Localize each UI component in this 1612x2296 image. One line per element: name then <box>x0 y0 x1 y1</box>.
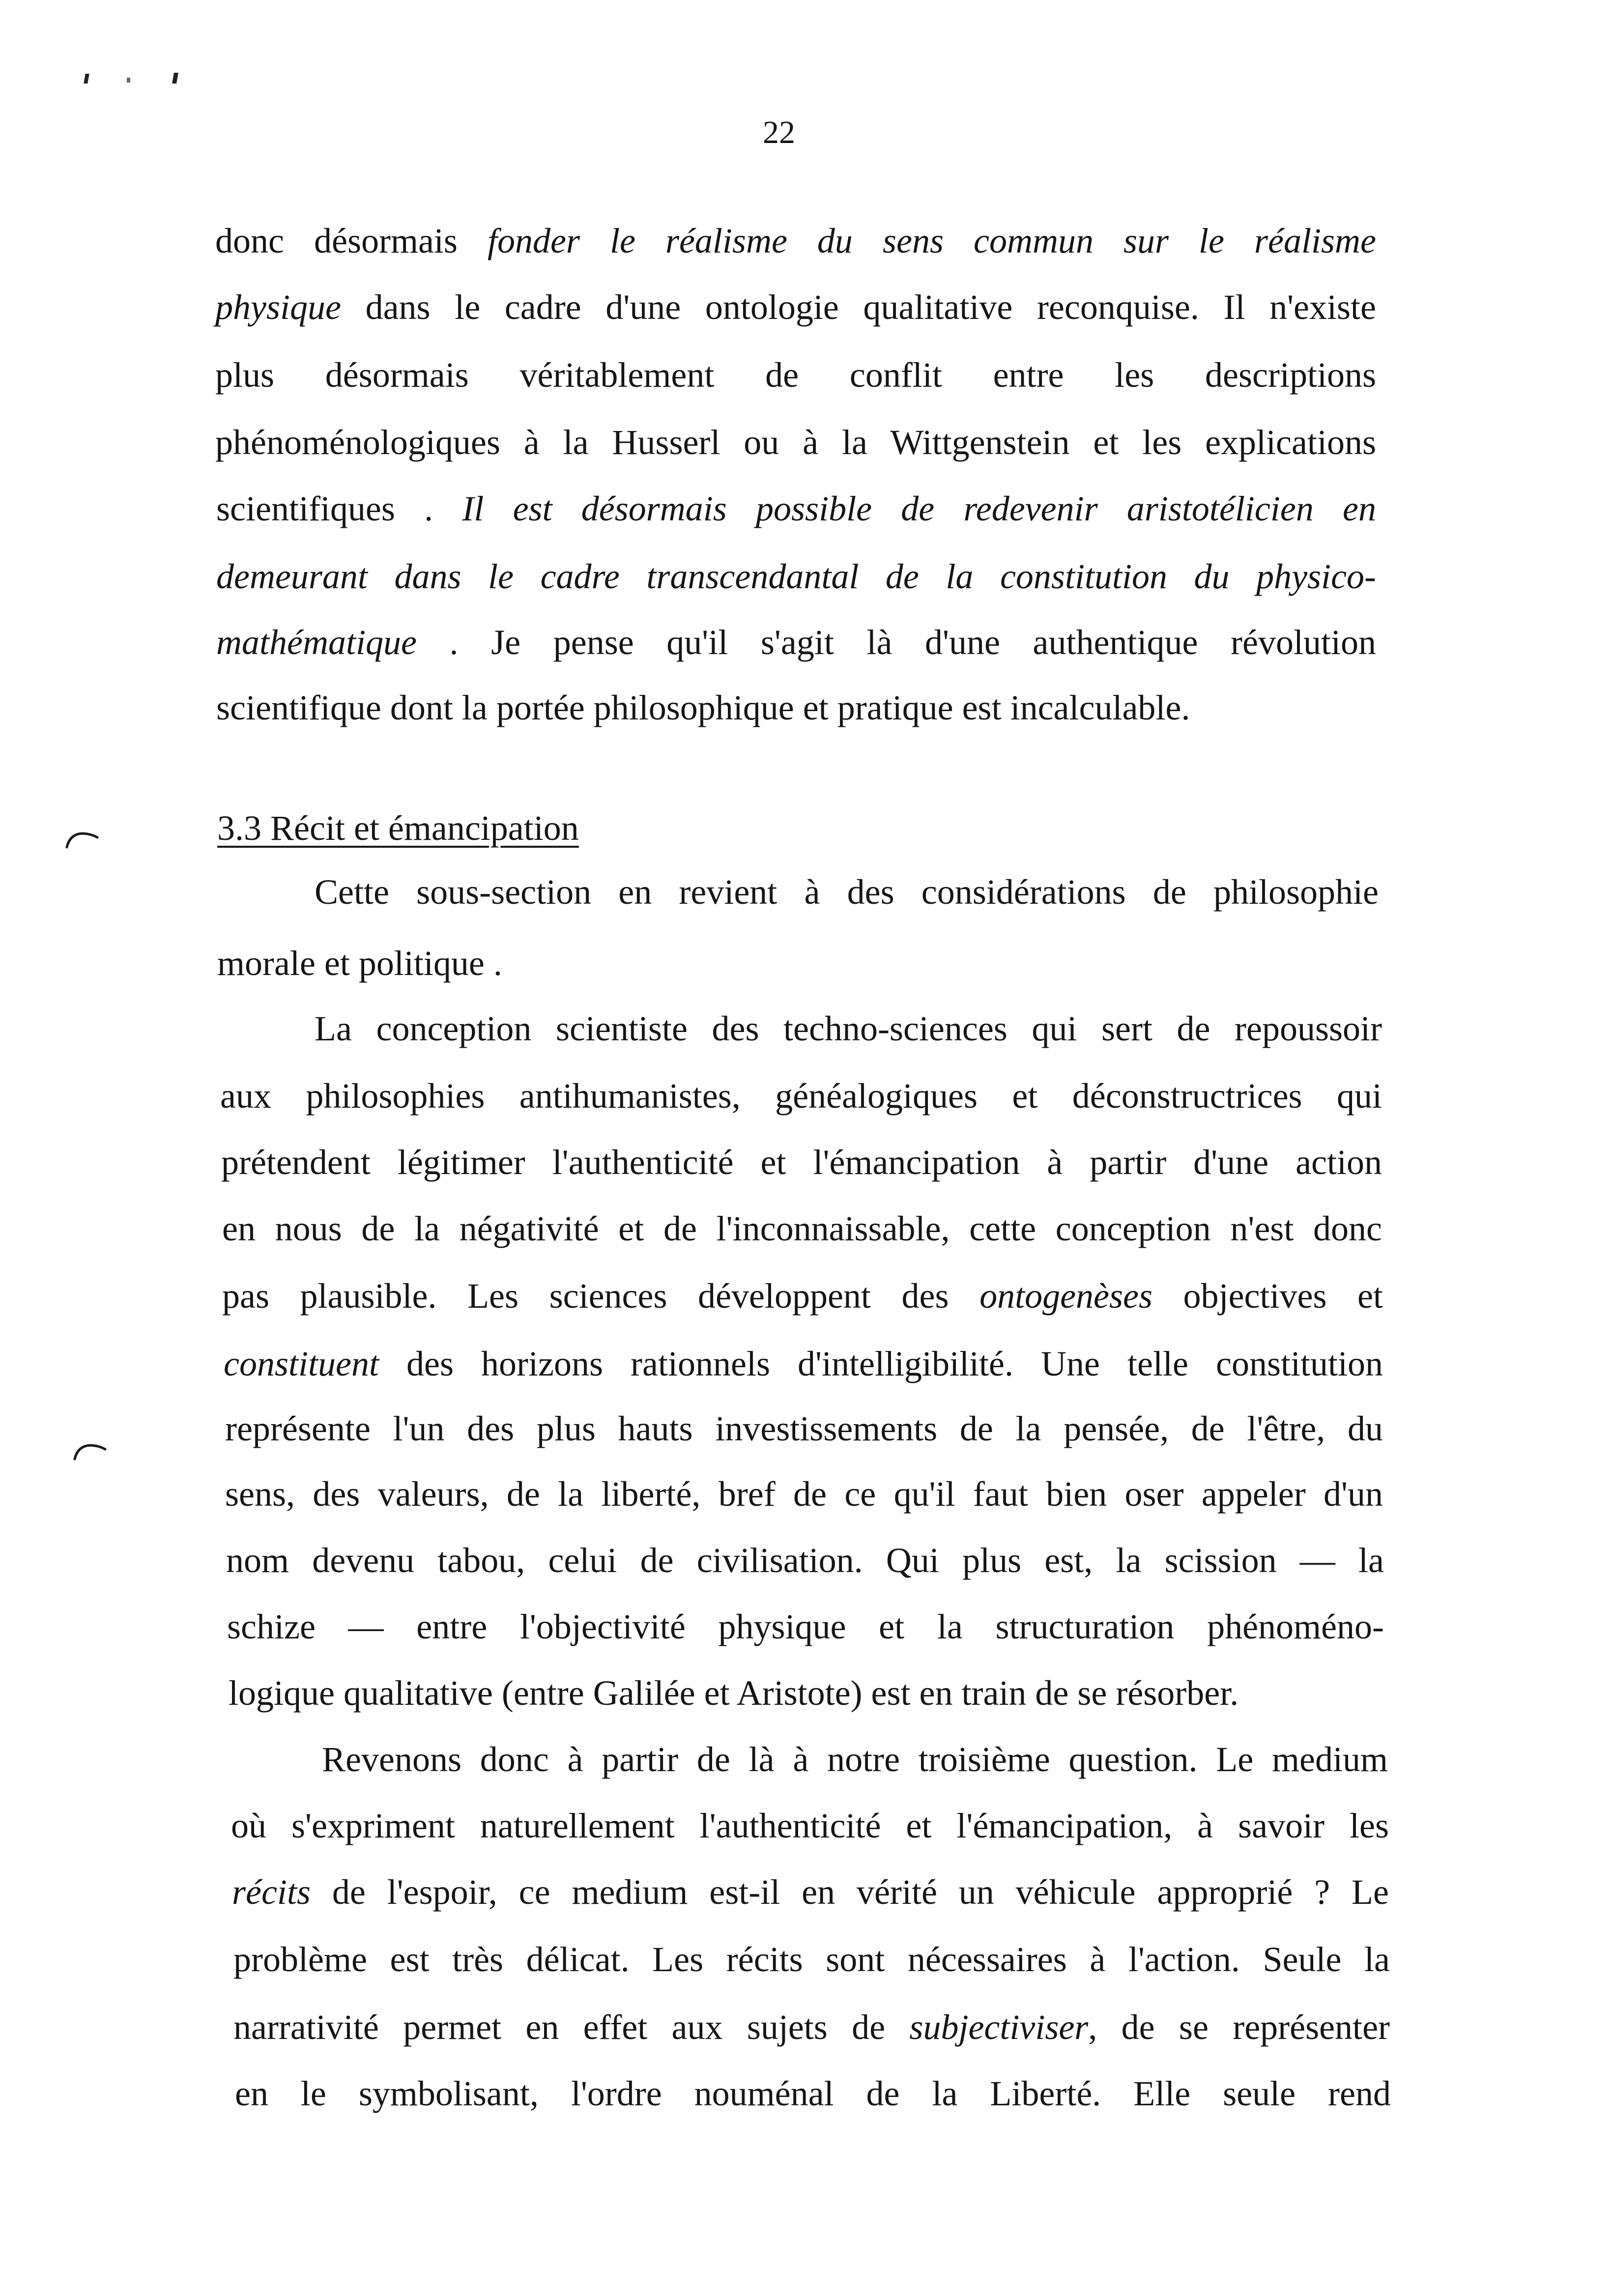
italic-text: constituent <box>224 1344 379 1383</box>
text-segment: où s'expriment naturellement l'authenticité et l'émancipation, à savoir les <box>231 1806 1389 1845</box>
text-line <box>215 420 1376 464</box>
text-segment: en le symbolisant, l'ordre nouménal de la Liberté. Elle seule rend <box>235 2074 1391 2113</box>
text-segment: représente l'un des plus hauts investissements de la pensée, de l'être, du <box>225 1409 1383 1448</box>
text-segment: donc désormais <box>215 221 488 260</box>
margin-tick-mark <box>65 831 99 850</box>
text-segment: sens, des valeurs, de la liberté, bref de ce qu'il faut bien oser appeler d'un <box>225 1474 1383 1514</box>
scan-speck <box>172 73 178 84</box>
text-line <box>220 1074 1382 1118</box>
text-line <box>216 554 1376 599</box>
italic-text: ontogenèses <box>979 1276 1152 1316</box>
text-segment: prétendent légitimer l'authenticité et l'émancipation à partir d'une action <box>221 1143 1382 1182</box>
text-line <box>227 1605 1384 1649</box>
italic-text: Il est désormais possible de redevenir aristotélicien en <box>462 489 1377 528</box>
italic-text: mathématique <box>216 623 417 662</box>
italic-text: subjectiviser <box>909 2008 1089 2047</box>
text-segment: en nous de la négativité et de l'inconnaissable, cette conception n'est donc <box>222 1209 1382 1248</box>
text-line <box>233 1937 1390 1981</box>
text-segment: Revenons donc à partir de là à notre troisième question. Le medium <box>322 1740 1388 1779</box>
page-number: 22 <box>763 115 795 150</box>
text-line <box>222 1274 1383 1318</box>
italic-text: physique <box>215 287 341 327</box>
text-segment: , de se représenter <box>1088 2008 1390 2047</box>
text-line <box>231 1804 1389 1848</box>
margin-tick-mark <box>73 1442 107 1462</box>
text-segment: dans le cadre d'une ontologie qualitative reconquise. Il n'existe <box>341 287 1376 327</box>
text-segment: Cette sous-section en revient à des considérations de philosophie <box>315 872 1379 912</box>
text-line <box>216 686 1376 730</box>
text-segment: aux philosophies antihumanistes, généalogiques et déconstructrices qui <box>220 1076 1382 1116</box>
text-segment: problème est très délicat. Les récits sont nécessaires à l'action. Seule la <box>233 1940 1390 1979</box>
text-line <box>216 620 1376 664</box>
text-line <box>315 870 1379 914</box>
text-line <box>217 941 1379 985</box>
section-heading: 3.3 Récit et émancipation <box>217 808 579 848</box>
text-segment: plus désormais véritablement de conflit entre les descriptions <box>215 355 1376 395</box>
text-line <box>222 1206 1382 1251</box>
text-line <box>315 1006 1382 1051</box>
italic-text: récits <box>232 1872 311 1912</box>
text-segment: de l'espoir, ce medium est-il en vérité un véhicule approprié ? Le <box>310 1872 1389 1912</box>
text-segment: . Je pense qu'il s'agit là d'une authentique révolution <box>416 623 1376 662</box>
text-line <box>224 1342 1383 1386</box>
text-segment: morale et politique . <box>217 944 502 983</box>
text-line <box>216 487 1376 531</box>
text-line <box>232 1870 1389 1914</box>
text-segment: narrativité permet en effet aux sujets de <box>233 2008 910 2047</box>
text-segment: La conception scientiste des techno-sciences qui sert de repoussoir <box>315 1009 1382 1048</box>
text-segment: logique qualitative (entre Galilée et Aristote) est en train de se résorber. <box>229 1673 1239 1713</box>
text-segment: des horizons rationnels d'intelligibilité. Une telle constitution <box>378 1344 1383 1383</box>
text-line <box>235 2071 1391 2116</box>
scan-speck <box>127 78 130 83</box>
text-line <box>215 219 1376 263</box>
text-segment: scientifique dont la portée philosophique et pratique est incalculable. <box>216 688 1190 727</box>
text-segment: pas plausible. Les sciences développent des <box>222 1276 980 1316</box>
text-line <box>322 1737 1388 1781</box>
scan-speck <box>84 74 89 84</box>
text-line <box>215 285 1376 329</box>
text-line <box>225 1472 1383 1516</box>
text-line <box>229 1671 1384 1715</box>
text-segment: nom devenu tabou, celui de civilisation. Qui plus est, la scission — la <box>226 1541 1384 1580</box>
text-line <box>225 1406 1383 1451</box>
text-segment: phénoménologiques à la Husserl ou à la Wittgenstein et les explications <box>215 423 1376 462</box>
text-segment: schize — entre l'objectivité physique et la structuration phénoméno- <box>227 1607 1384 1646</box>
italic-text: demeurant dans le cadre transcendantal de la constitution du physico- <box>216 557 1376 596</box>
text-line <box>221 1140 1382 1184</box>
text-line <box>226 1538 1384 1582</box>
text-line <box>233 2005 1390 2049</box>
italic-text: fonder le réalisme du sens commun sur le réalisme <box>487 221 1376 260</box>
text-line <box>215 353 1376 397</box>
text-segment: scientifiques . <box>216 489 462 528</box>
text-segment: objectives et <box>1152 1276 1383 1316</box>
